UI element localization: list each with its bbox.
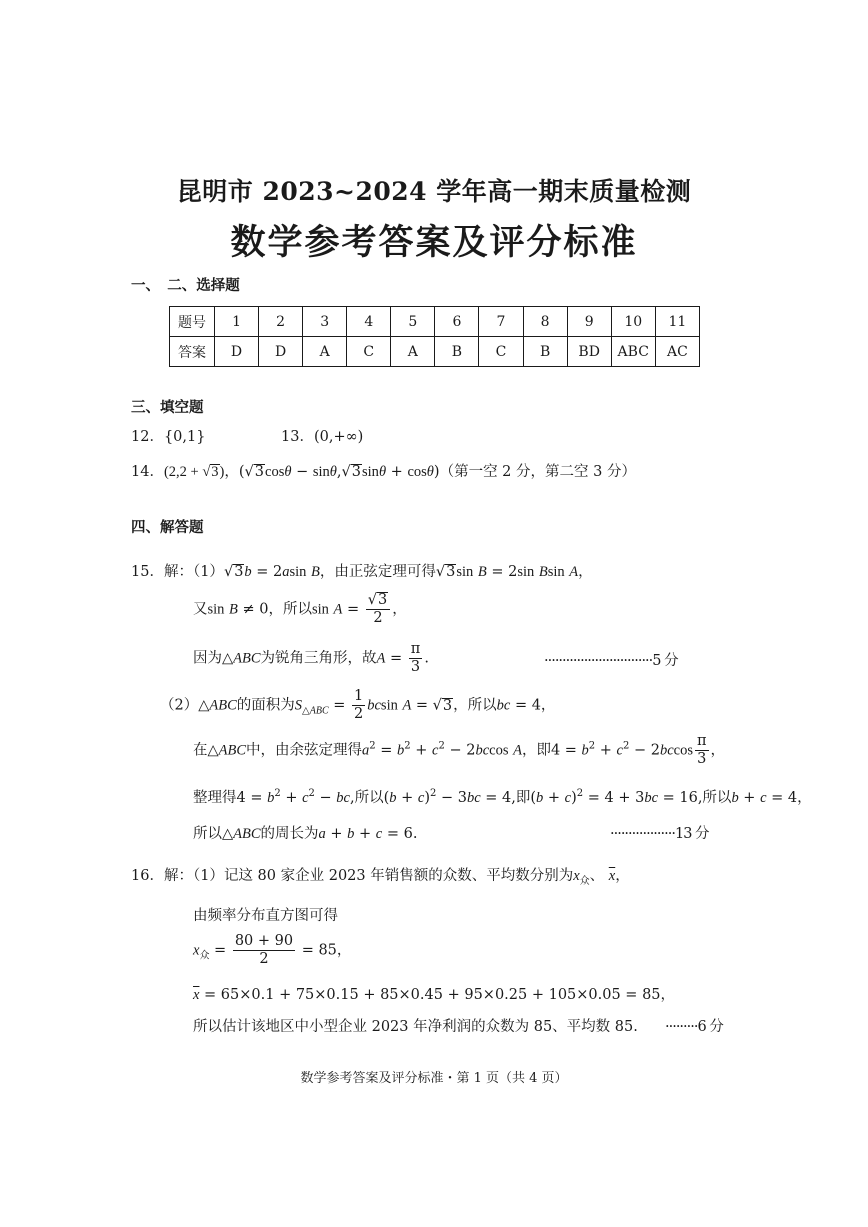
table-cell: C: [347, 337, 391, 367]
table-cell: B: [435, 337, 479, 367]
q16-line-4: $\overline{x} = 65\times 0.1 + 75\times 0.15 + 85\times 0.45 + 95\times 0.25 + 105\times 0.05 = 85$，: [193, 987, 676, 1003]
section-fill-heading: 三、填空题: [131, 399, 204, 416]
q15-text: ,即: [511, 790, 531, 806]
score-6: 6 分: [697, 1019, 723, 1035]
table-cell: AC: [655, 337, 699, 367]
table-cell: 7: [479, 307, 523, 337]
q15-line-3: 因为△ABC为锐角三角形，故A = $\frac{\pi}{3}$ .: [193, 641, 429, 675]
answer-q13: 13．(0,+∞): [281, 429, 364, 445]
q15-line-5: 在△ABC中，由余弦定理得$a^2 = b^2 + c^2 - 2bccos$ A，即$4 = b^2 + c^2 - 2bccos$ $\frac{\pi}{3}$ ，: [193, 733, 726, 767]
table-cell: 8: [523, 307, 567, 337]
q15-text: 又: [193, 601, 208, 618]
q15-part2-label: （2）: [160, 697, 199, 714]
q15-text: 的周长为: [260, 826, 319, 842]
table-cell: ABC: [611, 337, 655, 367]
q15-text: ，即: [521, 742, 551, 759]
q15-text: ，所以: [268, 601, 312, 618]
q15-line-7: 所以△ABC的周长为a + b + c = 6.: [193, 826, 418, 842]
q16-sub: 众: [199, 950, 210, 962]
table-cell: 9: [567, 307, 611, 337]
answer-table: [169, 306, 700, 367]
score-leader: ······························5 分: [544, 653, 678, 669]
table-cell: C: [479, 337, 523, 367]
q15-text: 为锐角三角形，故: [260, 650, 377, 667]
score-5: 5 分: [652, 653, 678, 669]
section-solve-heading: 四、解答题: [131, 519, 204, 536]
table-cell: D: [215, 337, 259, 367]
q15-label: 15．解：（1）: [131, 564, 224, 580]
table-cell: BD: [567, 337, 611, 367]
answer-q12: 12．{0,1}: [131, 429, 206, 445]
table-cell: 2: [259, 307, 303, 337]
score-leader: ··················13 分: [610, 826, 709, 842]
q15-text: ，所以: [453, 697, 497, 714]
table-cell: 10: [611, 307, 655, 337]
q15-line-2: 又sin B ≠ 0，所以sin A = $\frac{√3}{2}$ ，: [193, 592, 407, 626]
table-cell: 5: [391, 307, 435, 337]
q16-line-2: 由频率分布直方图可得: [193, 908, 338, 924]
exam-title: 昆明市 2023~2024 学年高一期末质量检测: [176, 177, 692, 206]
table-cell: D: [259, 337, 303, 367]
q15-text: 在: [193, 742, 208, 759]
table-cell: A: [391, 337, 435, 367]
q15-text: 因为: [193, 650, 222, 667]
table-row: [170, 337, 700, 367]
q16-line-3: $x_众$ = $\frac{80 + 90}{2}$ = 85，: [193, 933, 352, 967]
table-cell: 3: [303, 307, 347, 337]
q15-line-1: 15．解：（1）√3b = 2asin B，由正弦定理可得√3sin B = 2sin Bsin A，: [131, 564, 593, 580]
q14-label: 14．: [131, 464, 164, 480]
section-choice-heading: 一、 二、选择题: [131, 277, 240, 294]
q15-text: 中，由余弦定理得: [246, 742, 363, 759]
q14-note: （第一空 2 分，第二空 3 分）: [439, 464, 636, 480]
q15-text: ,所以: [349, 790, 384, 806]
q15-text: 的面积为: [236, 697, 295, 714]
q15-line-4: （2）△ABC的面积为$S_{\triangle ABC}$ = $\frac{1}{2}$ bcsin A = √3，所以bc = 4，: [160, 688, 556, 722]
q16-line-5: 所以估计该地区中小型企业 2023 年净利润的众数为 85、平均数 85.: [193, 1019, 638, 1035]
q16-line-1: 16．解：（1）记这 80 家企业 2023 年销售额的众数、平均数分别为$x_众$、 $\overline{x}$，: [131, 868, 630, 887]
table-row: [170, 307, 700, 337]
q16-sub: 众: [579, 875, 590, 887]
q15-line-6: 整理得$4 = b^2 + c^2$ − bc,所以$(b + c)^2 - 3bc = 4$,即$(b + c)^2 = 4 + 3bc = 16$,所以b + c = 4，: [193, 788, 812, 806]
page-footer: 数学参考答案及评分标准・第 1 页（共 4 页）: [300, 1071, 568, 1086]
table-cell: 答案: [170, 337, 215, 367]
answer-q14: 14．(2,2 + √3)，(√3cosθ − sinθ,√3sinθ + cosθ)（第一空 2 分，第二空 3 分）: [131, 464, 636, 480]
q15-text: 所以: [193, 826, 222, 842]
table-cell: 11: [655, 307, 699, 337]
score-13: 13 分: [674, 826, 709, 842]
q15-text: ,所以: [697, 790, 732, 806]
table-cell: 1: [215, 307, 259, 337]
q15-text: 整理得: [193, 790, 237, 806]
q16-label: 16．解：（1）: [131, 868, 224, 884]
q16-text: 记这 80 家企业 2023 年销售额的众数、平均数分别为: [223, 868, 574, 884]
q15-text: ，由正弦定理可得: [319, 564, 436, 580]
table-cell: A: [303, 337, 347, 367]
table-cell: B: [523, 337, 567, 367]
table-cell: 题号: [170, 307, 215, 337]
score-leader: ·········6 分: [665, 1019, 723, 1035]
document-title: 数学参考答案及评分标准: [230, 222, 638, 263]
table-cell: 4: [347, 307, 391, 337]
table-cell: 6: [435, 307, 479, 337]
